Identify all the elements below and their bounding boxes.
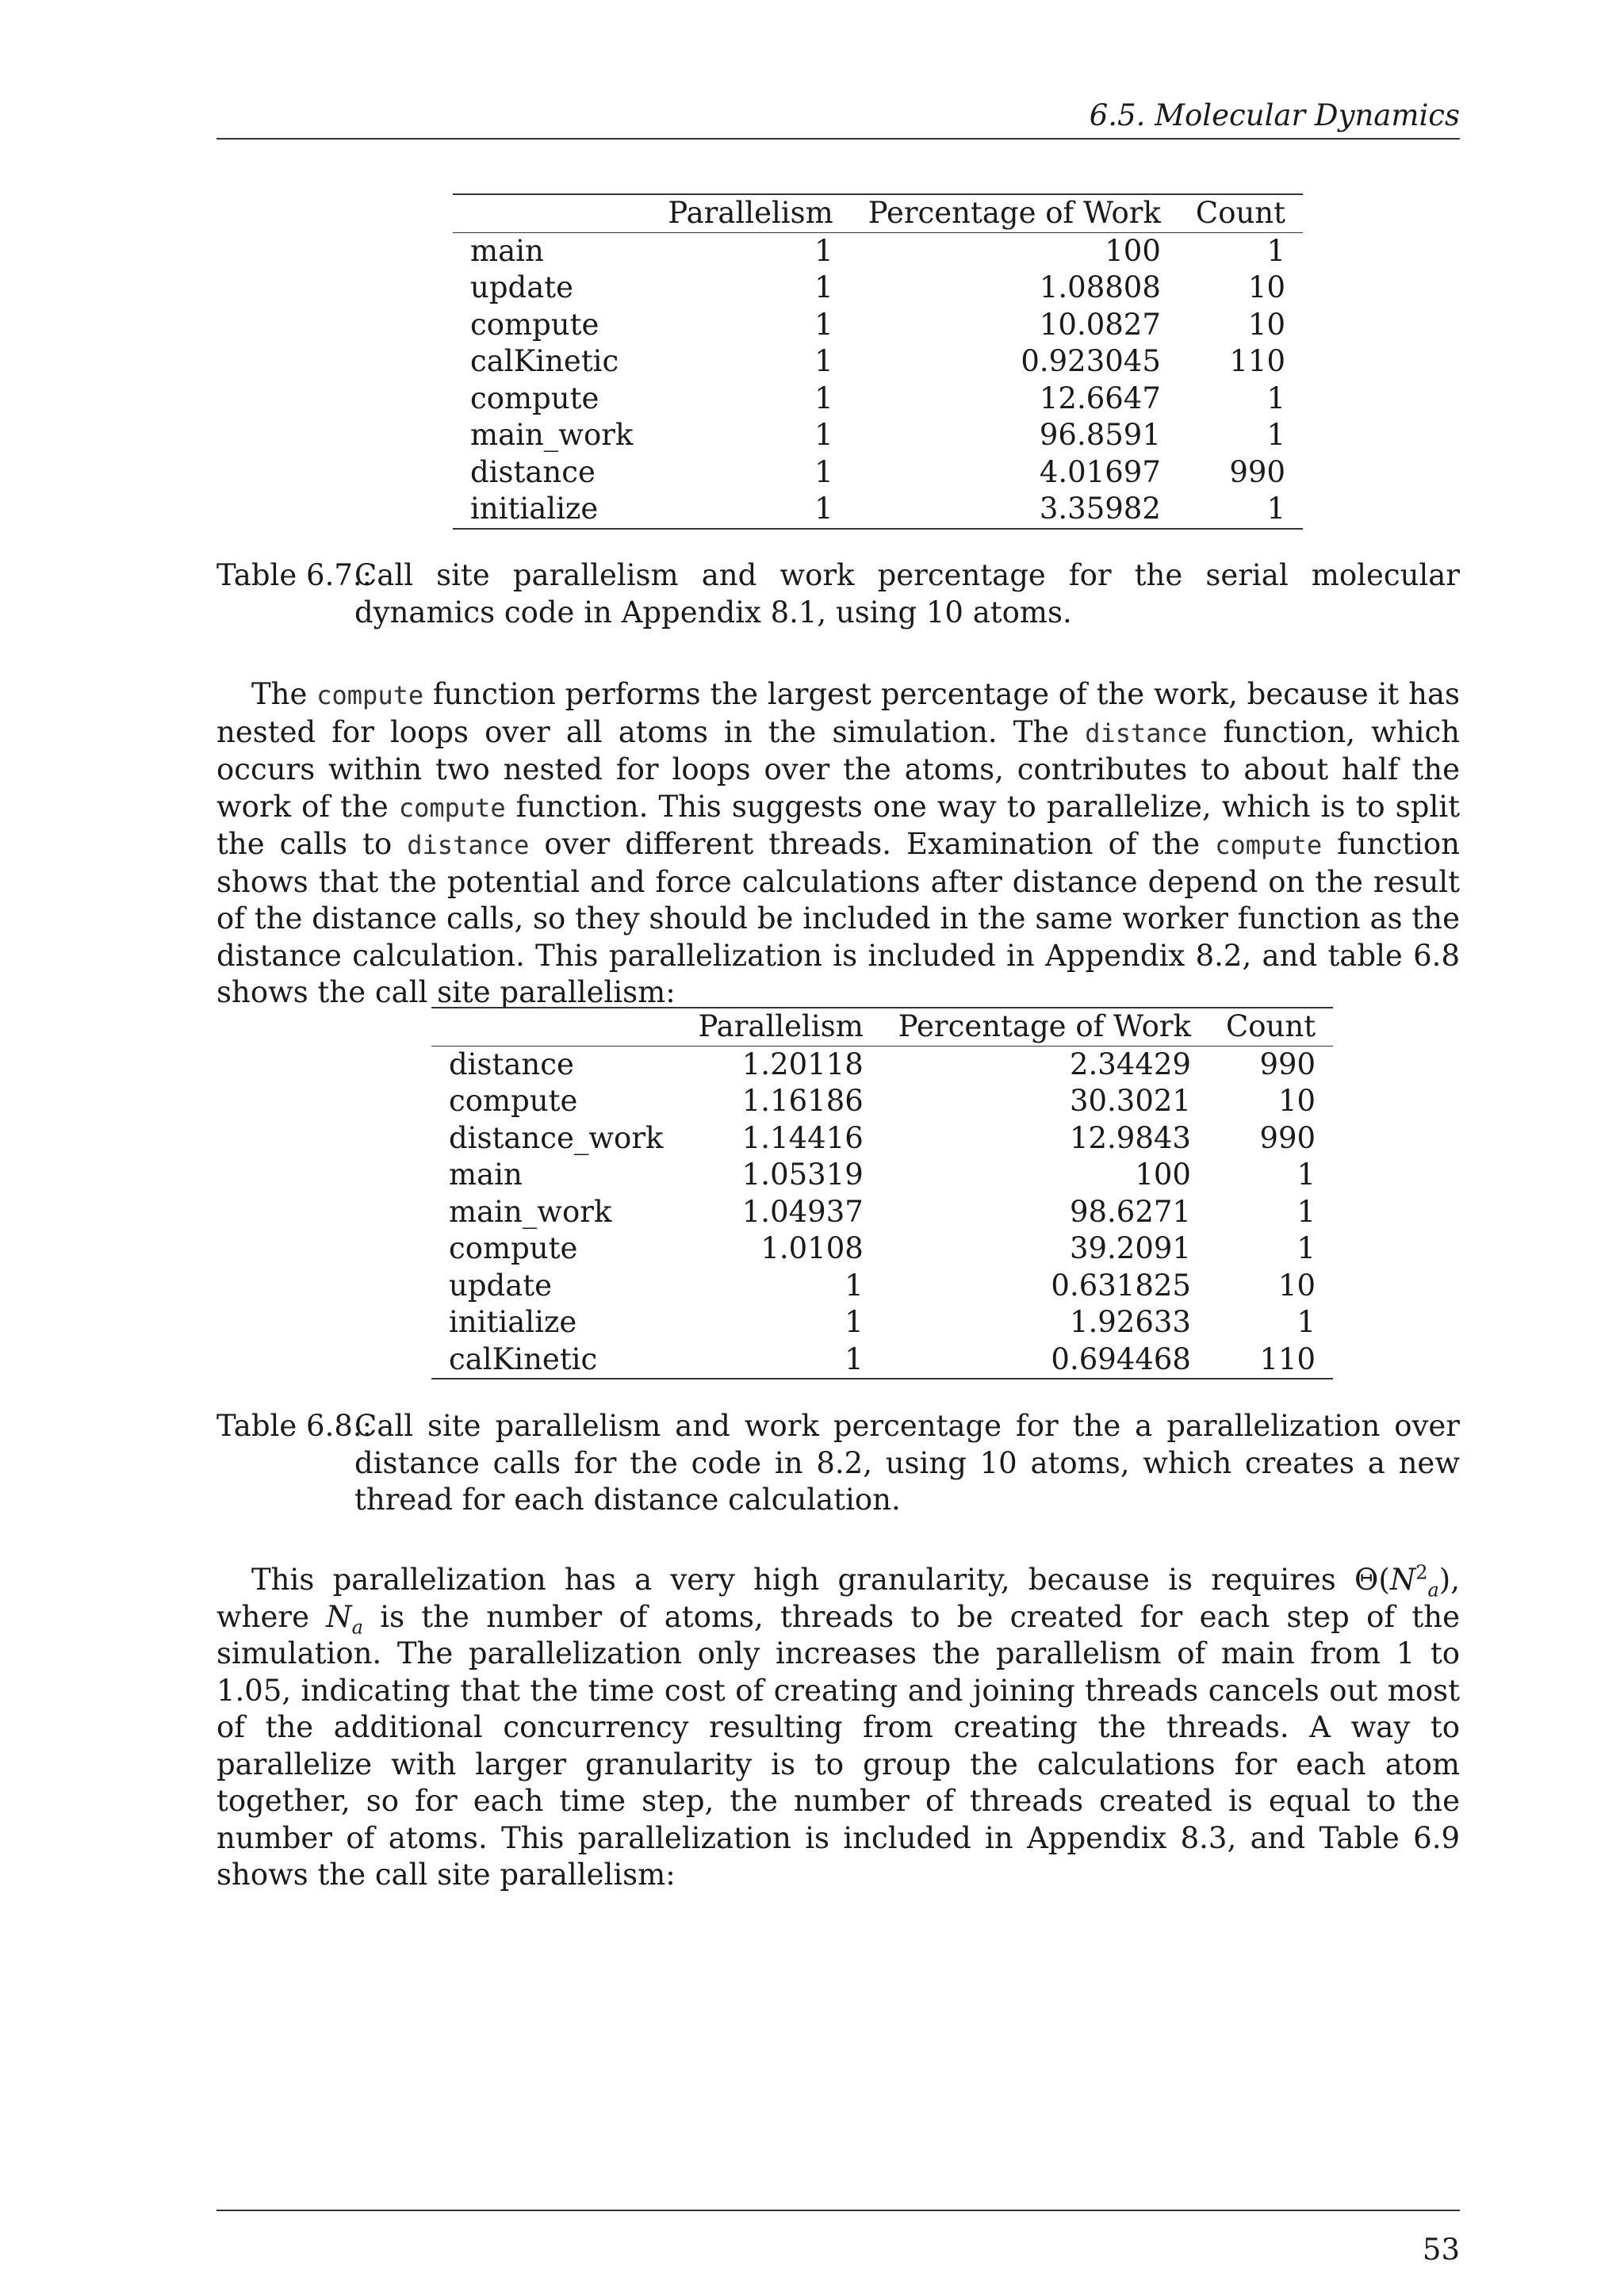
- count-value: 1: [1297, 1305, 1316, 1339]
- work-percentage-value: 30.3021: [1069, 1084, 1191, 1118]
- parallelism-value: 1.16186: [741, 1084, 864, 1118]
- parallelism-value: 1: [814, 233, 833, 268]
- function-name: main_work: [449, 1194, 612, 1229]
- math-variable: N: [326, 1599, 352, 1634]
- function-name: compute: [470, 381, 599, 415]
- work-percentage-value: 0.631825: [1051, 1268, 1191, 1303]
- work-percentage-value: 10.0827: [1039, 307, 1161, 342]
- code-compute: compute: [316, 680, 424, 710]
- work-percentage-value: 1.08808: [1039, 270, 1161, 304]
- work-percentage-value: 12.6647: [1039, 381, 1161, 415]
- table-row: [453, 307, 1303, 344]
- math-theta-expression: [1354, 1561, 1451, 1601]
- table-row: [431, 1268, 1333, 1305]
- parallelism-value: 1.20118: [741, 1047, 864, 1081]
- parallelism-value: 1.14416: [741, 1120, 864, 1155]
- text-run: function, which occurs within two nested for loops over the atoms, contributes to about half the work of the: [216, 714, 1460, 824]
- count-value: 990: [1259, 1047, 1316, 1081]
- function-name: distance: [470, 454, 596, 489]
- function-name: main_work: [470, 418, 634, 452]
- count-value: 1: [1266, 233, 1286, 268]
- work-percentage-value: 4.01697: [1039, 454, 1161, 489]
- page-number: 53: [1422, 2233, 1460, 2267]
- column-header-function: [431, 1008, 680, 1046]
- table-6-8-caption: [216, 1408, 1460, 1519]
- caption-label: Table 6.7.:: [216, 558, 373, 592]
- math-superscript: 2: [1415, 1561, 1428, 1584]
- parallelism-value: 1.05319: [741, 1158, 864, 1192]
- table-row: [453, 343, 1303, 381]
- work-percentage-value: 12.9843: [1069, 1120, 1191, 1155]
- parallelism-value: 1: [814, 307, 833, 342]
- caption-text: Call site parallelism and work percentage for the serial molecular dynamics code in Appendix 8.1, using 10 atoms.: [354, 558, 1460, 629]
- work-percentage-value: 98.6271: [1069, 1194, 1191, 1229]
- count-value: 1: [1297, 1194, 1316, 1229]
- math-variable: N: [1389, 1563, 1416, 1597]
- code-distance: distance: [407, 830, 530, 860]
- work-percentage-value: 1.92633: [1069, 1305, 1191, 1339]
- text-run: function. This suggests one way to parallelize, which is to split the calls to: [216, 789, 1460, 861]
- table-row: [431, 1341, 1333, 1380]
- table-row: [431, 1157, 1333, 1194]
- count-value: 10: [1277, 1084, 1316, 1118]
- table-row: [431, 1083, 1333, 1120]
- count-value: 990: [1259, 1120, 1316, 1155]
- count-value: 1: [1266, 418, 1286, 452]
- text-run: function shows that the potential and force calculations after distance depend on the result of the distance calls, so they should be included in the same worker function as the distance calculation. This parallelization is included in Appendix 8.2, and table 6.8 shows the call site parallelism:: [216, 827, 1460, 1009]
- parallelism-value: 1.04937: [741, 1194, 864, 1229]
- text-run: over different threads. Examination of the: [529, 827, 1216, 861]
- math-theta: Θ(: [1354, 1563, 1390, 1597]
- function-name: calKinetic: [470, 344, 619, 378]
- count-value: 10: [1247, 270, 1286, 304]
- running-title: 6.5. Molecular Dynamics: [1089, 98, 1460, 132]
- function-name: update: [449, 1268, 553, 1303]
- count-value: 1: [1266, 492, 1286, 526]
- count-value: 1: [1297, 1158, 1316, 1192]
- table-row: [453, 381, 1303, 418]
- text-run: is the number of atoms, threads to be created for each step of the simulation. The parallelization only increases the parallelism of main from 1 to 1.05, indicating that the time cost of creating and joining threads cancels out most of the additional concurrency resulting from creating the threads. A way to parallelize with larger granularity is to group the calculations for each atom together, so for each time step, the number of threads created is equal to the number of atoms. This parallelization is included in Appendix 8.3, and Table 6.9 shows the call site parallelism:: [216, 1599, 1460, 1892]
- parallelism-value: 1: [845, 1341, 864, 1376]
- code-compute: compute: [398, 792, 506, 823]
- count-value: 10: [1277, 1268, 1316, 1303]
- count-value: 1: [1297, 1231, 1316, 1265]
- code-compute: compute: [1215, 830, 1323, 860]
- parallelism-value: 1: [814, 492, 833, 526]
- parallelism-value: 1: [814, 418, 833, 452]
- count-value: 990: [1229, 454, 1286, 489]
- table-header-row: [431, 1008, 1333, 1046]
- math-subscript: a: [1427, 1578, 1439, 1601]
- count-value: 110: [1259, 1341, 1316, 1376]
- column-header-percentage-of-work: Percentage of Work: [898, 1009, 1191, 1043]
- column-header-count: Count: [1195, 196, 1286, 230]
- table-6-8: [431, 1007, 1333, 1380]
- table-6-7-caption: [216, 557, 1460, 631]
- parallelism-value: 1: [814, 344, 833, 378]
- work-percentage-value: 3.35982: [1039, 492, 1161, 526]
- text-run: The: [251, 677, 317, 711]
- function-name: initialize: [470, 492, 599, 526]
- function-name: compute: [449, 1084, 578, 1118]
- parallelism-value: 1: [845, 1268, 864, 1303]
- column-header-parallelism: Parallelism: [668, 196, 833, 230]
- text-run: , where: [216, 1563, 1460, 1634]
- text-run: This parallelization has a very high granularity, because is requires: [251, 1563, 1355, 1597]
- parallelism-value: 1: [845, 1305, 864, 1339]
- caption-label: Table 6.8.:: [216, 1409, 373, 1443]
- work-percentage-value: 2.34429: [1069, 1047, 1191, 1081]
- work-percentage-value: 0.923045: [1021, 344, 1161, 378]
- function-name: initialize: [449, 1305, 577, 1339]
- table-row: [431, 1304, 1333, 1341]
- text-run: function performs the largest percentage of the work, because it has nested for loops over all atoms in the simulation. The: [216, 677, 1460, 749]
- column-header-count: Count: [1225, 1009, 1316, 1043]
- column-header-function: [453, 194, 650, 232]
- footer-rule: [216, 2210, 1460, 2211]
- function-name: main: [449, 1158, 523, 1192]
- work-percentage-value: 100: [1105, 233, 1161, 268]
- function-name: distance: [449, 1047, 574, 1081]
- table-row: [453, 417, 1303, 454]
- function-name: compute: [470, 307, 599, 342]
- work-percentage-value: 39.2091: [1069, 1231, 1191, 1265]
- parallelism-value: 1: [814, 270, 833, 304]
- math-paren: ): [1438, 1563, 1451, 1597]
- work-percentage-value: 96.8591: [1039, 418, 1161, 452]
- table-row: [453, 232, 1303, 270]
- function-name: calKinetic: [449, 1341, 598, 1376]
- parallelism-value: 1: [814, 381, 833, 415]
- body-paragraph: [216, 676, 1460, 1012]
- function-name: update: [470, 270, 574, 304]
- table-row: [431, 1120, 1333, 1158]
- column-header-percentage-of-work: Percentage of Work: [868, 196, 1161, 230]
- count-value: 1: [1266, 381, 1286, 415]
- function-name: distance_work: [449, 1120, 664, 1155]
- count-value: 10: [1247, 307, 1286, 342]
- header-rule: [216, 138, 1460, 140]
- parallelism-value: 1: [814, 454, 833, 489]
- table-row: [431, 1046, 1333, 1083]
- column-header-parallelism: Parallelism: [698, 1009, 864, 1043]
- table-header-row: [453, 194, 1303, 232]
- code-distance: distance: [1085, 718, 1208, 748]
- body-paragraph: [216, 1562, 1460, 1894]
- work-percentage-value: 100: [1135, 1158, 1191, 1192]
- math-subscript: a: [351, 1615, 363, 1638]
- table-row: [431, 1230, 1333, 1268]
- table-row: [453, 491, 1303, 529]
- table-6-7: [453, 193, 1303, 530]
- table-row: [431, 1194, 1333, 1231]
- function-name: compute: [449, 1231, 578, 1265]
- count-value: 110: [1229, 344, 1286, 378]
- parallelism-value: 1.0108: [760, 1231, 864, 1265]
- caption-text: Call site parallelism and work percentage for the a parallelization over distance calls for the code in 8.2, using 10 atoms, which creates a new thread for each distance calculation.: [354, 1409, 1460, 1517]
- function-name: main: [470, 233, 544, 268]
- work-percentage-value: 0.694468: [1051, 1341, 1191, 1376]
- table-row: [453, 454, 1303, 492]
- table-row: [453, 270, 1303, 307]
